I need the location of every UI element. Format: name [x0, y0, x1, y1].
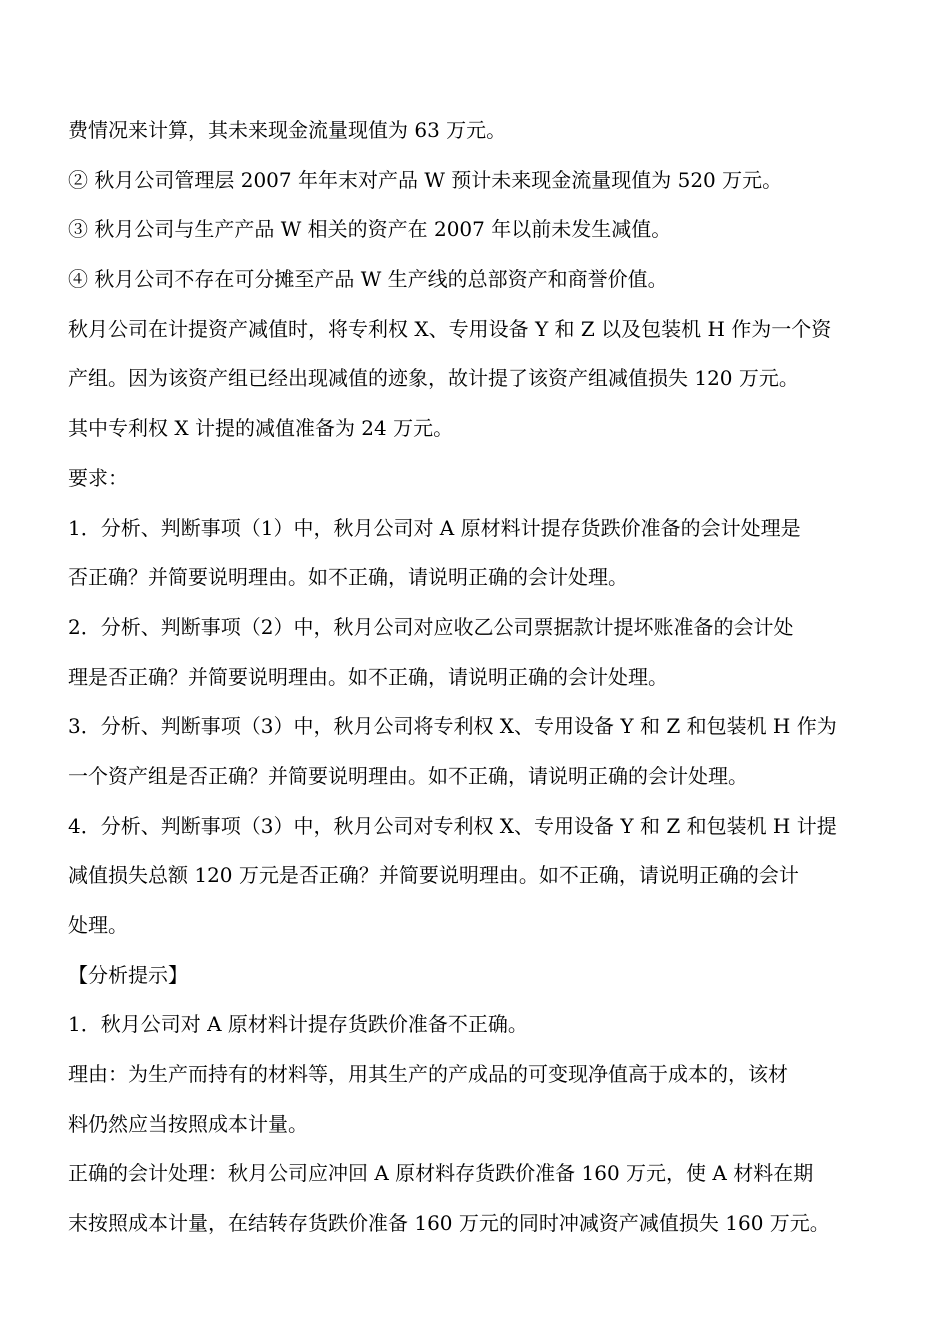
analysis-heading: 【分析提示】 [68, 962, 188, 987]
requirements-heading: 要求： [68, 465, 128, 490]
document-body [68, 106, 888, 1249]
question-4-line: 处理。 [68, 913, 128, 937]
question-3-line: 一个资产组是否正确？并简要说明理由。如不正确，请说明正确的会计处理。 [68, 763, 748, 788]
text-line: ② 秋月公司管理层 2007 年年末对产品 W 预计未来现金流量现值为 520 万元。 [68, 167, 783, 192]
analysis-line: 末按照成本计量，在结转存货跌价准备 160 万元的同时冲减资产减值损失 160 万元。 [68, 1211, 830, 1236]
analysis-line: 料仍然应当按照成本计量。 [68, 1111, 308, 1136]
text-line: ③ 秋月公司与生产产品 W 相关的资产在 2007 年以前未发生减值。 [68, 217, 672, 242]
analysis-line: 正确的会计处理：秋月公司应冲回 A 原材料存货跌价准备 160 万元，使 A 材料在期 [68, 1161, 814, 1186]
question-4-line: 4．分析、判断事项（3）中，秋月公司对专利权 X、专用设备 Y 和 Z 和包装机 H 计提 [68, 813, 837, 838]
text-line: ④ 秋月公司不存在可分摊至产品 W 生产线的总部资产和商誉价值。 [68, 267, 668, 292]
question-1-line: 否正确？并简要说明理由。如不正确，请说明正确的会计处理。 [68, 565, 628, 590]
text-line: 其中专利权 X 计提的减值准备为 24 万元。 [68, 416, 454, 441]
analysis-line: 1．秋月公司对 A 原材料计提存货跌价准备不正确。 [68, 1012, 528, 1037]
question-1-line: 1．分析、判断事项（1）中，秋月公司对 A 原材料计提存货跌价准备的会计处理是 [68, 515, 801, 540]
question-4-line: 减值损失总额 120 万元是否正确？并简要说明理由。如不正确，请说明正确的会计 [68, 863, 799, 888]
question-2-line: 理是否正确？并简要说明理由。如不正确，请说明正确的会计处理。 [68, 664, 668, 689]
text-line: 费情况来计算，其未来现金流量现值为 63 万元。 [68, 118, 507, 142]
question-2-line: 2．分析、判断事项（2）中，秋月公司对应收乙公司票据款计提坏账准备的会计处 [68, 614, 794, 639]
analysis-line: 理由：为生产而持有的材料等，用其生产的产成品的可变现净值高于成本的，该材 [68, 1062, 788, 1087]
question-3-line: 3．分析、判断事项（3）中，秋月公司将专利权 X、专用设备 Y 和 Z 和包装机 H 作为 [68, 714, 837, 739]
text-line: 秋月公司在计提资产减值时，将专利权 X、专用设备 Y 和 Z 以及包装机 H 作为一个资 [68, 316, 832, 341]
text-line: 产组。因为该资产组已经出现减值的迹象，故计提了该资产组减值损失 120 万元。 [68, 366, 799, 391]
